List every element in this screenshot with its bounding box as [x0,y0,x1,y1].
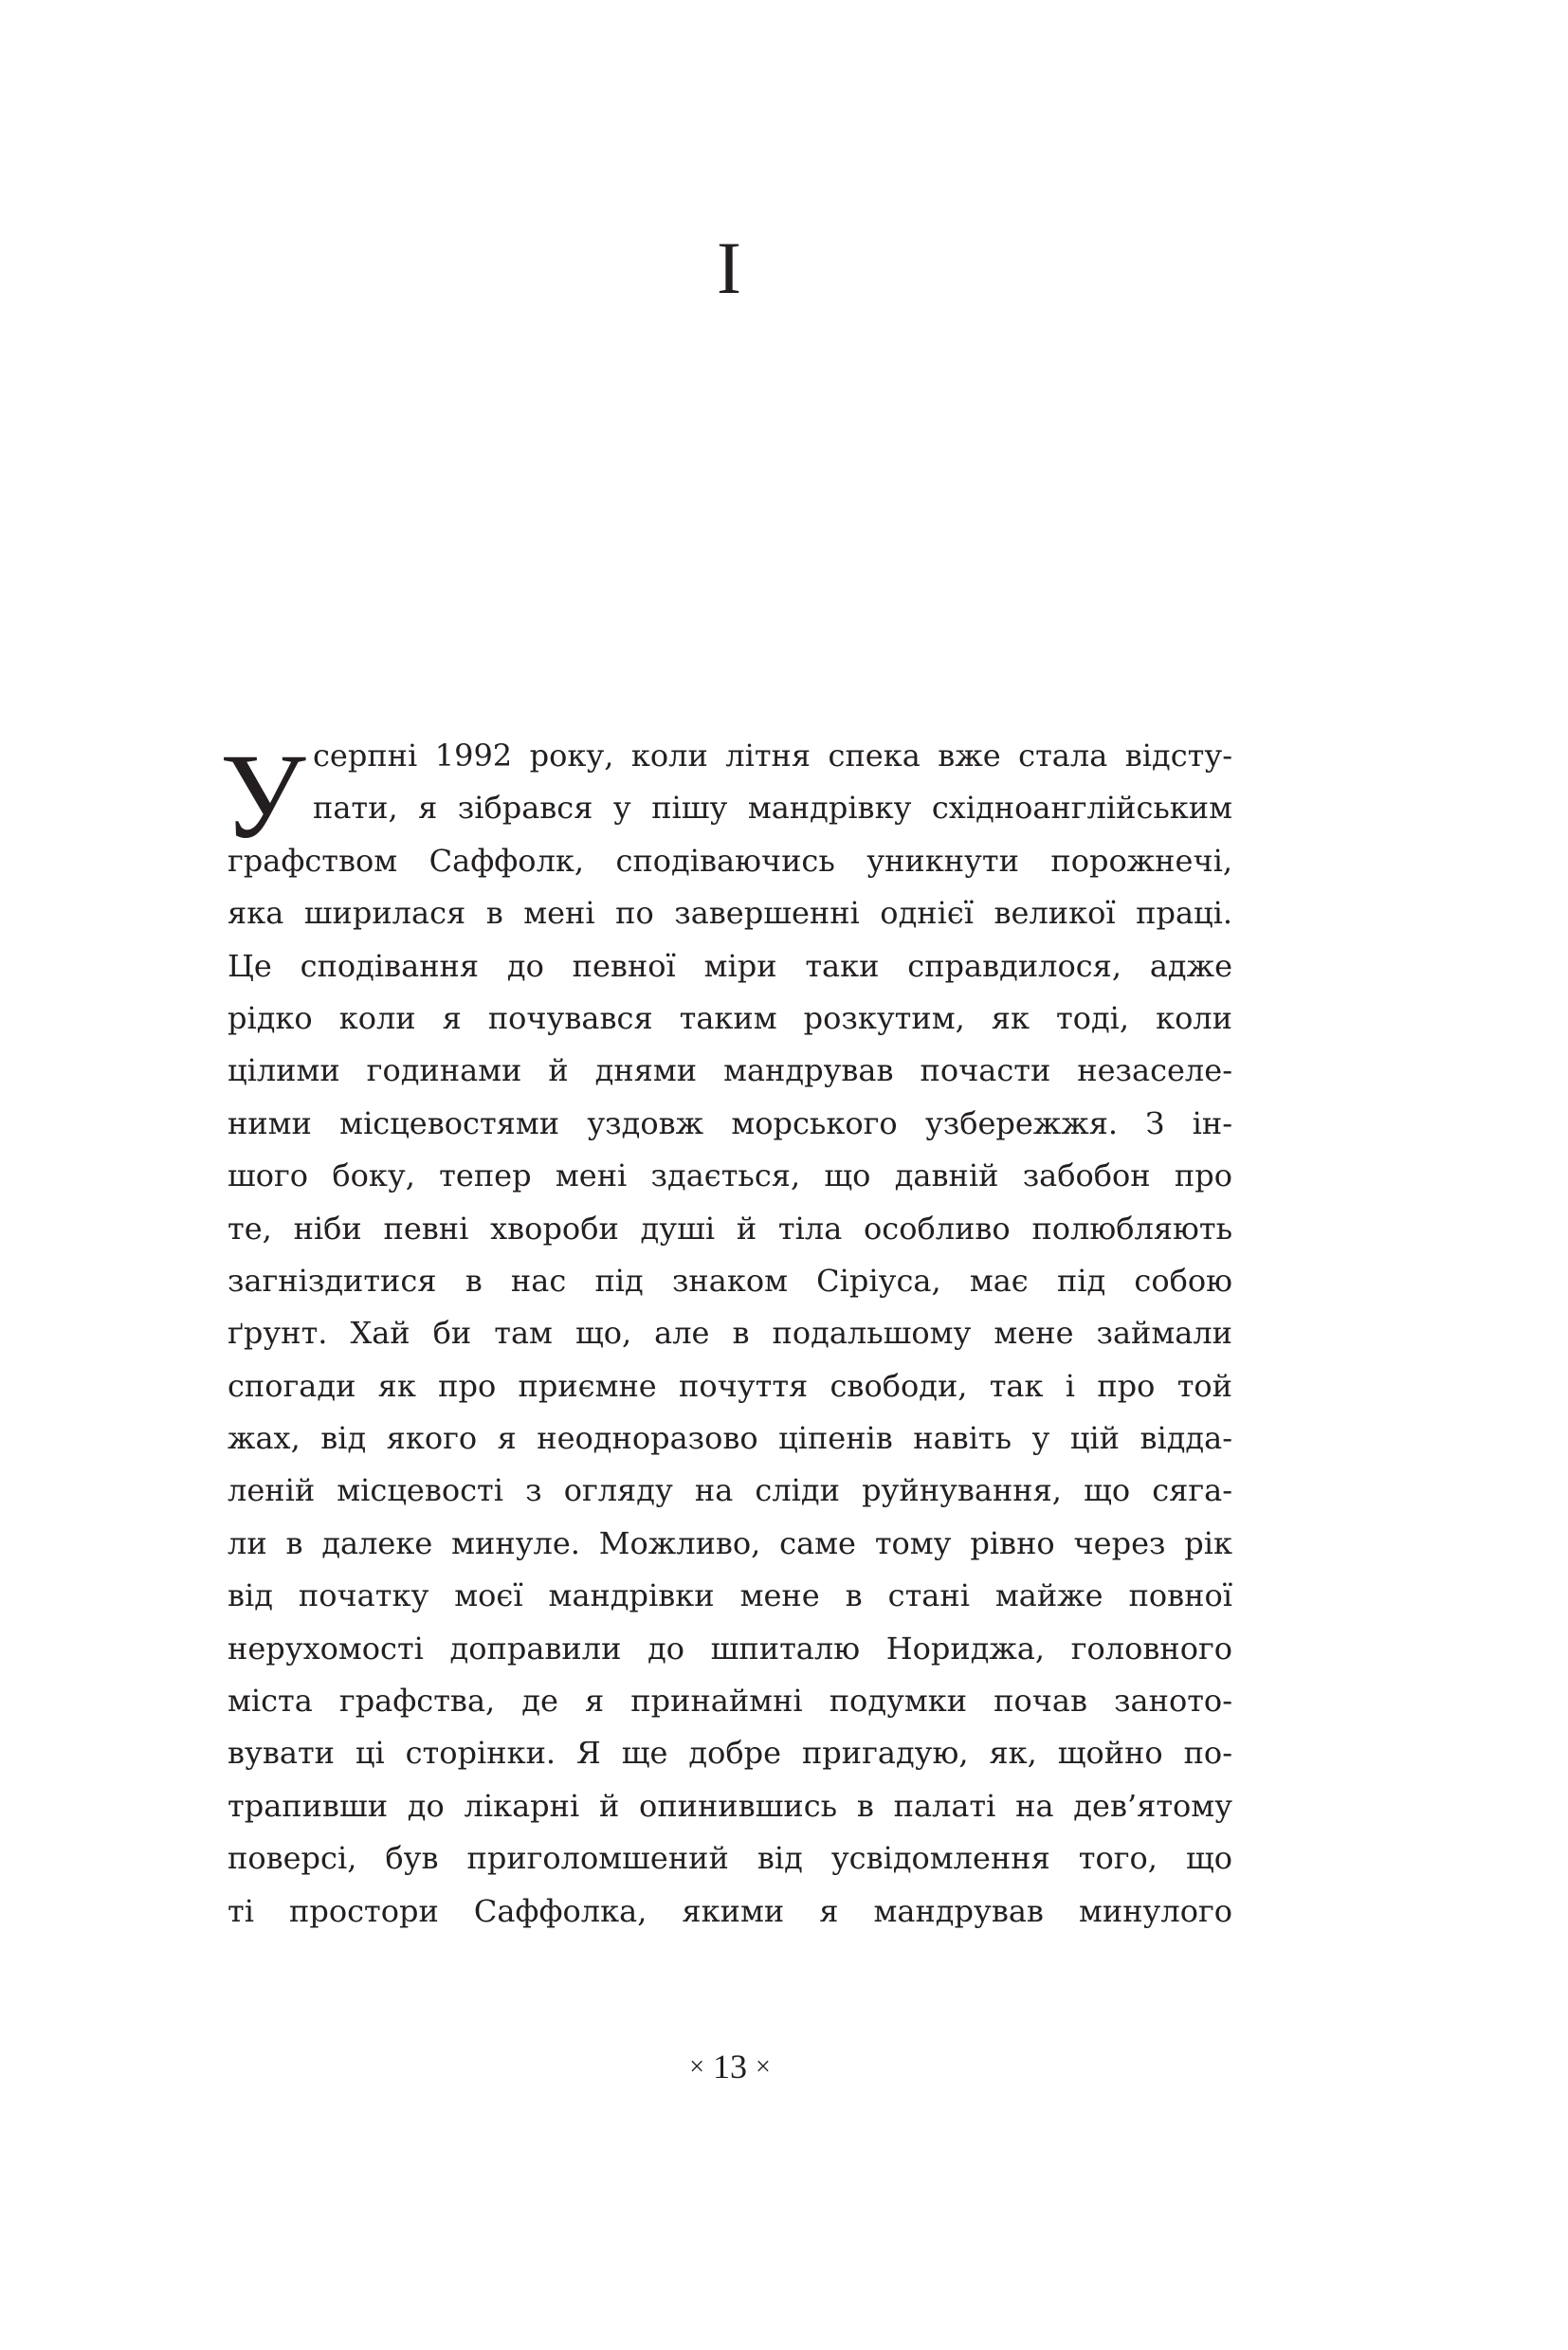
text-line: цілими годинами й днями мандрував почасти незаселе- [228,1052,1232,1089]
text-line: яка ширилася в мені по завершенні однієї великої праці. [228,895,1232,932]
text-line: графством Саффолк, сподіваючись уникнути порожнечі, [228,842,1232,879]
folio-ornament-right: × [756,2052,771,2082]
text-line: від початку моєї мандрівки мене в стані майже повної [228,1577,1232,1614]
text-line: ті простори Саффолка, якими я мандрував минулого [228,1892,1232,1929]
text-line: Це сподівання до певної міри таки справдилося, адже [228,947,1232,984]
folio-ornament-left: × [689,2052,704,2082]
text-line: те, ніби певні хвороби душі й тіла особливо полюбляють [228,1210,1232,1247]
body-paragraph [220,729,1232,1938]
text-line: рідко коли я почувався таким розкутим, як тоді, коли [228,999,1232,1036]
text-line: леній місцевості з огляду на сліди руйнування, що сяга- [228,1472,1232,1509]
text-line: ними місцевостями уздовж морського узбережжя. З ін- [228,1104,1232,1141]
text-line: пати, я зібрався у пішу мандрівку східноанглійським [313,790,1232,827]
text-line: нерухомості доправили до шпиталю Нориджа, головного [228,1630,1232,1667]
text-line: загніздитися в нас під знаком Сіріуса, має під собою [228,1262,1232,1299]
text-line: серпні 1992 року, коли літня спека вже стала відсту- [313,738,1232,774]
text-line: вувати ці сторінки. Я ще добре пригадую, як, щойно по- [228,1735,1232,1772]
text-line: шого боку, тепер мені здається, що давній забобон про [228,1157,1232,1194]
drop-cap: У [220,729,306,864]
text-line: жах, від якого я неодноразово ціпенів навіть у цій відда- [228,1420,1232,1457]
text-line: ли в далеке минуле. Можливо, саме тому рівно через рік [228,1524,1232,1561]
text-line: ґрунт. Хай би там що, але в подальшому мене займали [228,1315,1232,1352]
text-line: спогади як про приємне почуття свободи, так і про той [228,1367,1232,1404]
page-footer [0,2049,1460,2084]
text-line: поверсі, був приголомшений від усвідомлення того, що [228,1840,1232,1877]
page-number: 13 [713,2048,747,2086]
text-line: міста графства, де я принаймні подумки почав занотo- [228,1683,1232,1720]
text-line: трапивши до лікарні й опинившись в палаті на дев’ятому [228,1787,1232,1824]
chapter-numeral: I [717,227,743,309]
